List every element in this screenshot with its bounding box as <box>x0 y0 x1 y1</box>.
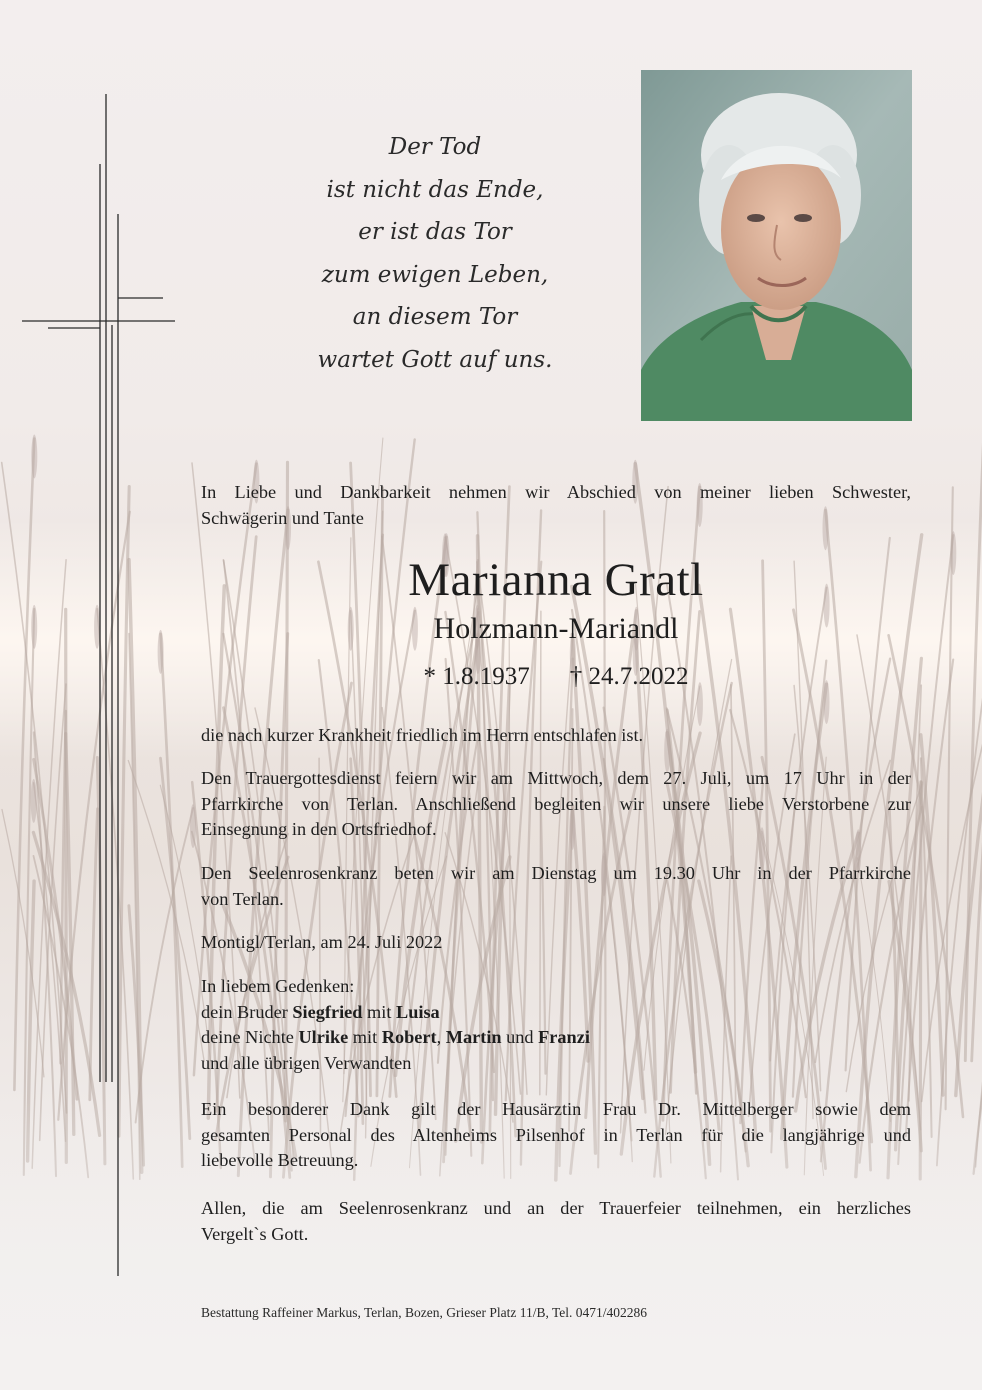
service-paragraph: Den Trauergottesdienst feiern wir am Mittwoch, dem 27. Juli, um 17 Uhr in der Pfarrkirche von Terlan. Anschließend begleiten wir unsere liebe Verstorbene zur Einsegnung in den Ortsfriedhof. <box>201 768 911 840</box>
death-note: die nach kurzer Krankheit friedlich im Herrn entschlafen ist. <box>201 725 644 745</box>
place-date: Montigl/Terlan, am 24. Juli 2022 <box>201 932 443 952</box>
cross-icon <box>0 0 220 1300</box>
mourners-heading: In liebem Gedenken: <box>201 976 355 996</box>
intro-line: In Liebe und Dankbarkeit nehmen wir Abschied von meiner lieben Schwester, <box>201 482 911 502</box>
quote-line: er ist das Tor <box>358 219 512 245</box>
funeral-home-footer: Bestattung Raffeiner Markus, Terlan, Bozen, Grieser Platz 11/B, Tel. 0471/402286 <box>201 1305 648 1320</box>
deceased-nickname: Holzmann-Mariandl <box>433 612 679 645</box>
intro-line: Schwägerin und Tante <box>201 507 364 528</box>
portrait-photo <box>641 70 912 421</box>
mourner-line: und alle übrigen Verwandten <box>201 1053 412 1074</box>
thanks-paragraph: Ein besonderer Dank gilt der Hausärztin Frau Dr. Mittelberger sowie dem gesamten Personal des Altenheims Pilsenhof in Terlan für die langjährige und liebevolle Betreuung. <box>201 1099 911 1171</box>
quote-line: Der Tod <box>388 134 482 160</box>
deceased-name: Marianna Gratl <box>408 554 704 606</box>
birth-date: * 1.8.1937 <box>423 663 530 690</box>
closing-paragraph: Allen, die am Seelenrosenkranz und an der Trauerfeier teilnehmen, ein herzliches Vergelt`s Gott. <box>201 1198 911 1244</box>
quote-line: ist nicht das Ende, <box>326 176 544 203</box>
intro-text <box>201 480 911 531</box>
quote-line: an diesem Tor <box>352 304 518 330</box>
quote <box>235 126 635 381</box>
quote-line: zum ewigen Leben, <box>321 261 549 288</box>
mourners <box>201 974 911 1077</box>
mourner-line: deine Nichte Ulrike mit Robert, Martin und Franzi <box>201 1027 590 1048</box>
rosary-paragraph: Den Seelenrosenkranz beten wir am Dienstag um 19.30 Uhr in der Pfarrkirche von Terlan. <box>201 863 911 909</box>
mourner-line: dein Bruder Siegfried mit Luisa <box>201 1001 440 1022</box>
quote-line: wartet Gott auf uns. <box>317 346 553 373</box>
life-dates <box>201 660 911 694</box>
death-date: † 24.7.2022 <box>569 663 689 690</box>
